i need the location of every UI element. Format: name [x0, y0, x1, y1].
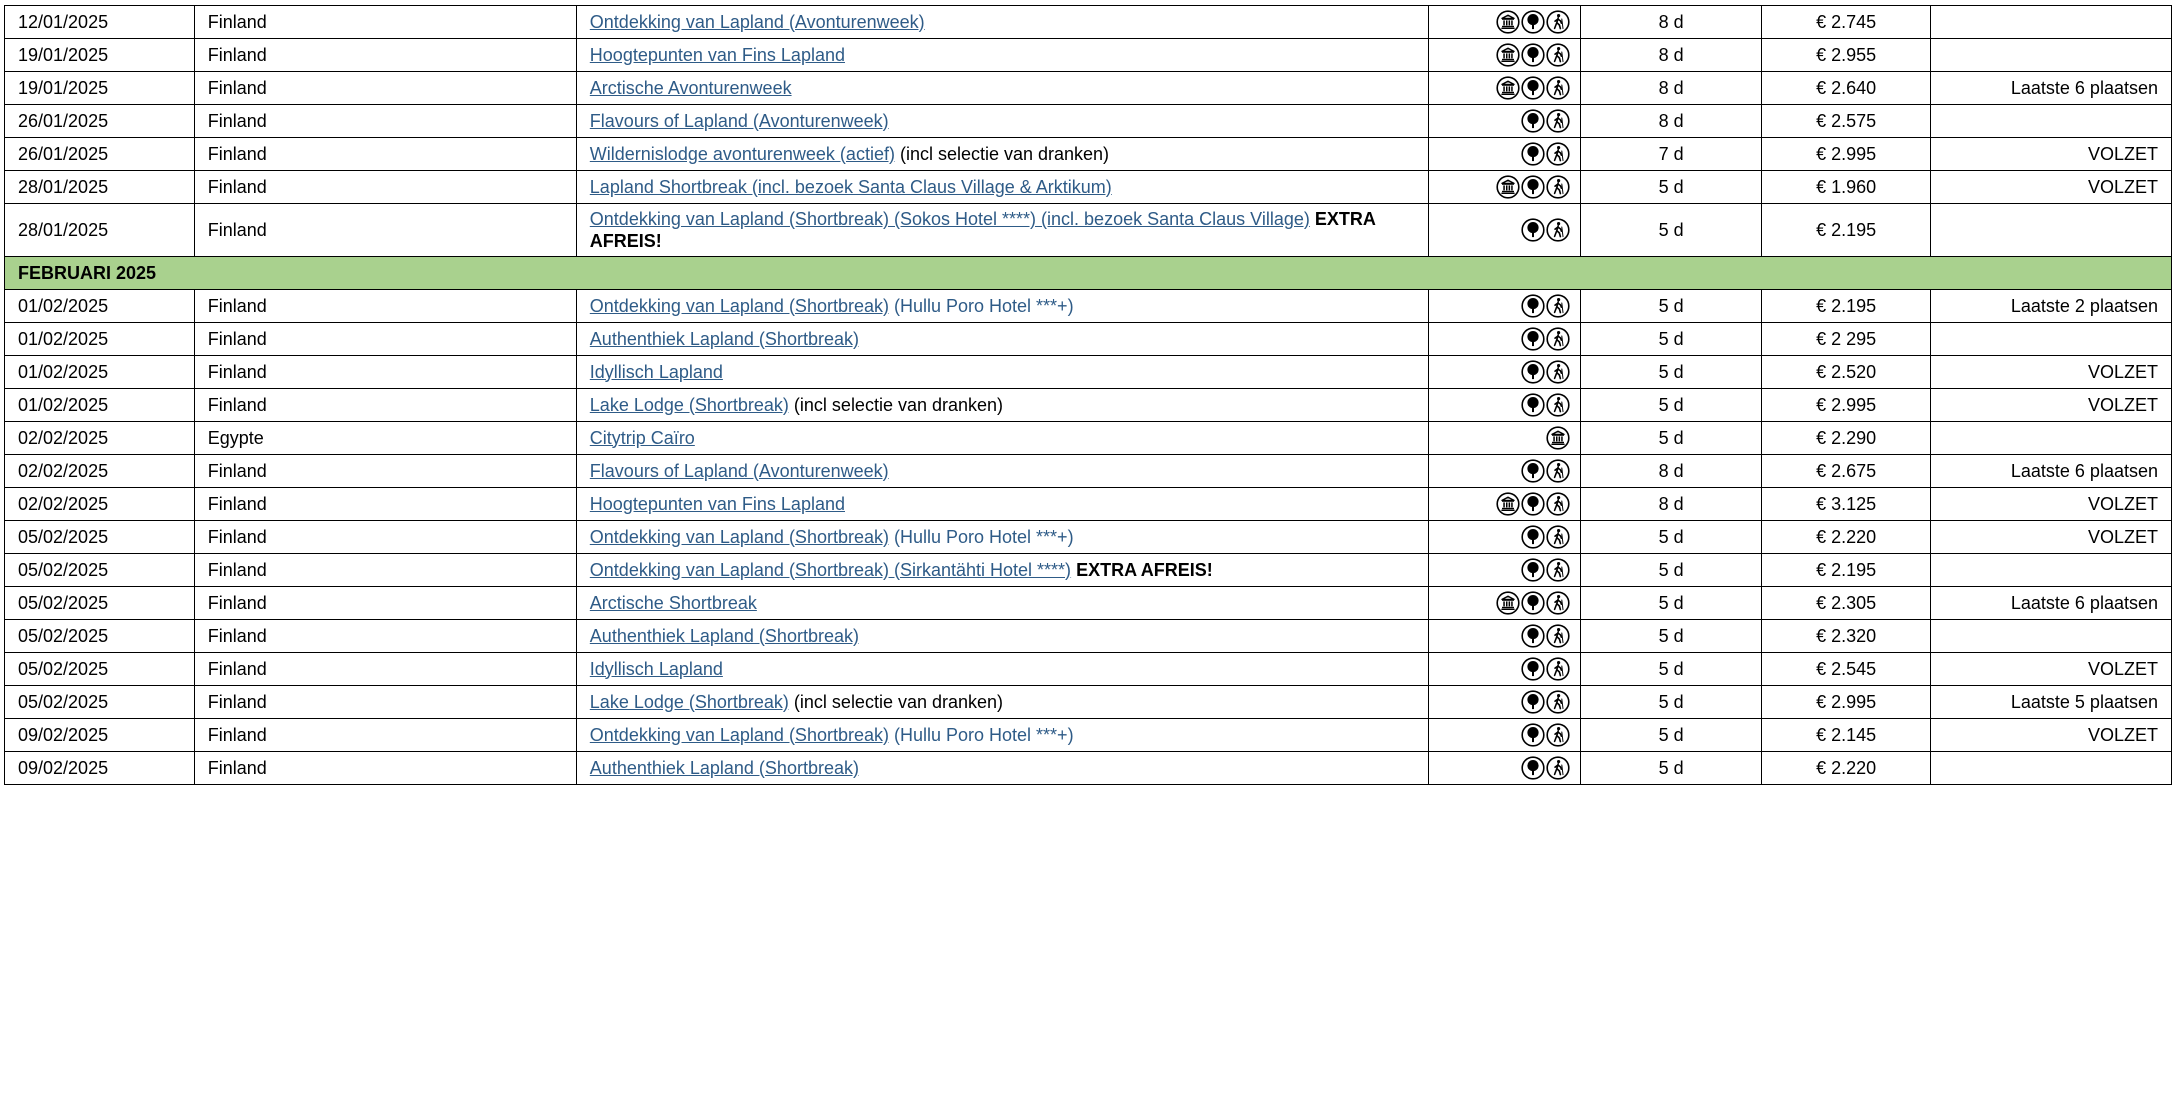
hiker-icon: [1546, 327, 1570, 351]
table-row: [5, 6, 2172, 39]
trip-link[interactable]: Citytrip Caïro: [589, 427, 695, 448]
tree-icon: [1521, 756, 1545, 780]
departure-date: 02/02/2025: [5, 488, 195, 521]
duration: 5 d: [1581, 171, 1761, 204]
country: Finland: [194, 587, 576, 620]
price: € 2.290: [1761, 422, 1931, 455]
trip-link[interactable]: Ontdekking van Lapland (Shortbreak): [589, 526, 889, 547]
availability-status: Laatste 6 plaatsen: [1931, 455, 2172, 488]
activity-icons: [1429, 389, 1581, 422]
price: € 2.745: [1761, 6, 1931, 39]
trip-link[interactable]: Ontdekking van Lapland (Shortbreak) (Sirkantähti Hotel ****): [589, 559, 1072, 580]
duration: 5 d: [1581, 587, 1761, 620]
country: Finland: [194, 204, 576, 257]
departure-date: 26/01/2025: [5, 105, 195, 138]
tree-icon: [1521, 76, 1545, 100]
trip-note: (Hullu Poro Hotel ***+): [888, 295, 1074, 316]
duration: 5 d: [1581, 521, 1761, 554]
hiker-icon: [1546, 723, 1570, 747]
trip-link[interactable]: Hoogtepunten van Fins Lapland: [589, 493, 845, 514]
trip-cell: [576, 488, 1428, 521]
hiker-icon: [1546, 624, 1570, 648]
price: € 2.145: [1761, 719, 1931, 752]
activity-icons: [1429, 554, 1581, 587]
trip-link[interactable]: Authenthiek Lapland (Shortbreak): [589, 757, 859, 778]
country: Finland: [194, 719, 576, 752]
price: € 2.220: [1761, 752, 1931, 785]
duration: 8 d: [1581, 72, 1761, 105]
february-rows: [5, 290, 2172, 785]
price: € 2.675: [1761, 455, 1931, 488]
table-row: [5, 554, 2172, 587]
price: € 2.520: [1761, 356, 1931, 389]
departure-date: 19/01/2025: [5, 39, 195, 72]
tree-icon: [1521, 43, 1545, 67]
trip-link[interactable]: Flavours of Lapland (Avonturenweek): [589, 460, 889, 481]
trip-link[interactable]: Lapland Shortbreak (incl. bezoek Santa Claus Village & Arktikum): [589, 176, 1112, 197]
availability-status: VOLZET: [1931, 171, 2172, 204]
availability-status: [1931, 752, 2172, 785]
hiker-icon: [1546, 558, 1570, 582]
country: Finland: [194, 171, 576, 204]
activity-icons: [1429, 686, 1581, 719]
table-row: [5, 39, 2172, 72]
trip-link[interactable]: Ontdekking van Lapland (Shortbreak) (Sokos Hotel ****) (incl. bezoek Santa Claus Village): [589, 209, 1310, 229]
hiker-icon: [1546, 43, 1570, 67]
activity-icons: [1429, 6, 1581, 39]
hiker-icon: [1546, 690, 1570, 714]
duration: 5 d: [1581, 204, 1761, 257]
museum-icon: [1496, 492, 1520, 516]
departure-date: 01/02/2025: [5, 290, 195, 323]
departure-date: 09/02/2025: [5, 719, 195, 752]
activity-icons: [1429, 488, 1581, 521]
table-row: [5, 719, 2172, 752]
activity-icons: [1429, 422, 1581, 455]
activity-icons: [1429, 171, 1581, 204]
table-row: [5, 389, 2172, 422]
tree-icon: [1521, 175, 1545, 199]
trip-note: EXTRA AFREIS!: [589, 209, 1376, 251]
country: Finland: [194, 138, 576, 171]
availability-status: [1931, 323, 2172, 356]
trip-cell: [576, 6, 1428, 39]
tree-icon: [1521, 218, 1545, 242]
trip-cell: [576, 138, 1428, 171]
trip-cell: [576, 204, 1428, 257]
departure-date: 05/02/2025: [5, 521, 195, 554]
duration: 8 d: [1581, 39, 1761, 72]
departure-date: 05/02/2025: [5, 686, 195, 719]
country: Finland: [194, 521, 576, 554]
trip-link[interactable]: Idyllisch Lapland: [589, 658, 723, 679]
departure-date: 09/02/2025: [5, 752, 195, 785]
tree-icon: [1521, 10, 1545, 34]
trip-cell: [576, 620, 1428, 653]
duration: 8 d: [1581, 455, 1761, 488]
tree-icon: [1521, 109, 1545, 133]
price: € 2.195: [1761, 204, 1931, 257]
trip-cell: [576, 72, 1428, 105]
availability-status: VOLZET: [1931, 521, 2172, 554]
trip-note: (Hullu Poro Hotel ***+): [888, 724, 1074, 745]
activity-icons: [1429, 290, 1581, 323]
table-row: [5, 521, 2172, 554]
activity-icons: [1429, 587, 1581, 620]
trip-cell: [576, 554, 1428, 587]
hiker-icon: [1546, 525, 1570, 549]
tree-icon: [1521, 459, 1545, 483]
country: Finland: [194, 620, 576, 653]
country: Finland: [194, 653, 576, 686]
tree-icon: [1521, 591, 1545, 615]
duration: 8 d: [1581, 105, 1761, 138]
country: Finland: [194, 6, 576, 39]
duration: 8 d: [1581, 6, 1761, 39]
trip-cell: [576, 356, 1428, 389]
activity-icons: [1429, 521, 1581, 554]
availability-status: [1931, 204, 2172, 257]
activity-icons: [1429, 620, 1581, 653]
trip-note: (Hullu Poro Hotel ***+): [888, 526, 1074, 547]
activity-icons: [1429, 323, 1581, 356]
hiker-icon: [1546, 459, 1570, 483]
hiker-icon: [1546, 393, 1570, 417]
country: Finland: [194, 356, 576, 389]
trip-link[interactable]: Idyllisch Lapland: [589, 361, 723, 382]
table-row: [5, 290, 2172, 323]
price: € 1.960: [1761, 171, 1931, 204]
trip-note: (incl selectie van dranken): [894, 143, 1110, 164]
duration: 5 d: [1581, 620, 1761, 653]
trip-cell: [576, 686, 1428, 719]
availability-status: [1931, 39, 2172, 72]
activity-icons: [1429, 653, 1581, 686]
tree-icon: [1521, 360, 1545, 384]
hiker-icon: [1546, 492, 1570, 516]
departures-table: [4, 5, 2172, 785]
tree-icon: [1521, 657, 1545, 681]
table-row: [5, 204, 2172, 257]
tree-icon: [1521, 558, 1545, 582]
duration: 5 d: [1581, 422, 1761, 455]
country: Finland: [194, 488, 576, 521]
museum-icon: [1496, 43, 1520, 67]
trip-cell: [576, 389, 1428, 422]
activity-icons: [1429, 105, 1581, 138]
departure-date: 01/02/2025: [5, 389, 195, 422]
trip-link[interactable]: Arctische Shortbreak: [589, 592, 757, 613]
table-row: [5, 455, 2172, 488]
activity-icons: [1429, 204, 1581, 257]
duration: 5 d: [1581, 290, 1761, 323]
tree-icon: [1521, 294, 1545, 318]
trip-link[interactable]: Authenthiek Lapland (Shortbreak): [589, 625, 859, 646]
tree-icon: [1521, 327, 1545, 351]
table-row: [5, 105, 2172, 138]
table-row: [5, 72, 2172, 105]
trip-link[interactable]: Lake Lodge (Shortbreak): [589, 394, 789, 415]
table-row: [5, 171, 2172, 204]
tree-icon: [1521, 393, 1545, 417]
tree-icon: [1521, 723, 1545, 747]
trip-link[interactable]: Wildernislodge avonturenweek (actief): [589, 143, 895, 164]
trip-link[interactable]: Ontdekking van Lapland (Shortbreak): [589, 295, 889, 316]
price: € 2.995: [1761, 138, 1931, 171]
table-row: [5, 138, 2172, 171]
museum-icon: [1496, 591, 1520, 615]
trip-cell: [576, 752, 1428, 785]
trip-link[interactable]: Arctische Avonturenweek: [589, 77, 792, 98]
price: € 2.995: [1761, 389, 1931, 422]
availability-status: VOLZET: [1931, 719, 2172, 752]
price: € 2.305: [1761, 587, 1931, 620]
availability-status: [1931, 105, 2172, 138]
trip-link[interactable]: Lake Lodge (Shortbreak): [589, 691, 789, 712]
duration: 5 d: [1581, 323, 1761, 356]
trip-cell: [576, 719, 1428, 752]
activity-icons: [1429, 72, 1581, 105]
trip-cell: [576, 422, 1428, 455]
price: € 2.575: [1761, 105, 1931, 138]
hiker-icon: [1546, 756, 1570, 780]
hiker-icon: [1546, 360, 1570, 384]
trip-cell: [576, 105, 1428, 138]
trip-note: (incl selectie van dranken): [788, 394, 1004, 415]
trip-cell: [576, 39, 1428, 72]
price: € 2.640: [1761, 72, 1931, 105]
duration: 5 d: [1581, 719, 1761, 752]
country: Finland: [194, 323, 576, 356]
availability-status: [1931, 6, 2172, 39]
country: Finland: [194, 105, 576, 138]
departure-date: 02/02/2025: [5, 455, 195, 488]
trip-link[interactable]: Ontdekking van Lapland (Shortbreak): [589, 724, 889, 745]
country: Finland: [194, 554, 576, 587]
country: Finland: [194, 39, 576, 72]
month-header-row: [5, 257, 2172, 290]
country: Finland: [194, 389, 576, 422]
tree-icon: [1521, 142, 1545, 166]
country: Egypte: [194, 422, 576, 455]
table-row: [5, 620, 2172, 653]
departure-date: 05/02/2025: [5, 587, 195, 620]
price: € 2.220: [1761, 521, 1931, 554]
availability-status: Laatste 2 plaatsen: [1931, 290, 2172, 323]
country: Finland: [194, 290, 576, 323]
duration: 7 d: [1581, 138, 1761, 171]
hiker-icon: [1546, 294, 1570, 318]
museum-icon: [1546, 426, 1570, 450]
availability-status: [1931, 554, 2172, 587]
availability-status: [1931, 422, 2172, 455]
departure-date: 28/01/2025: [5, 171, 195, 204]
duration: 5 d: [1581, 554, 1761, 587]
tree-icon: [1521, 624, 1545, 648]
table-row: [5, 422, 2172, 455]
trip-cell: [576, 587, 1428, 620]
duration: 5 d: [1581, 752, 1761, 785]
activity-icons: [1429, 39, 1581, 72]
table-row: [5, 653, 2172, 686]
museum-icon: [1496, 76, 1520, 100]
availability-status: Laatste 5 plaatsen: [1931, 686, 2172, 719]
table-row: [5, 323, 2172, 356]
trip-cell: [576, 323, 1428, 356]
tree-icon: [1521, 690, 1545, 714]
departure-date: 02/02/2025: [5, 422, 195, 455]
trip-cell: [576, 171, 1428, 204]
departure-date: 01/02/2025: [5, 323, 195, 356]
activity-icons: [1429, 752, 1581, 785]
departure-date: 28/01/2025: [5, 204, 195, 257]
country: Finland: [194, 686, 576, 719]
trip-cell: [576, 653, 1428, 686]
hiker-icon: [1546, 109, 1570, 133]
price: € 2.995: [1761, 686, 1931, 719]
departure-date: 01/02/2025: [5, 356, 195, 389]
country: Finland: [194, 752, 576, 785]
trip-link[interactable]: Authenthiek Lapland (Shortbreak): [589, 328, 859, 349]
month-section: [5, 257, 2172, 290]
hiker-icon: [1546, 142, 1570, 166]
duration: 5 d: [1581, 356, 1761, 389]
hiker-icon: [1546, 218, 1570, 242]
country: Finland: [194, 455, 576, 488]
price: € 2.195: [1761, 554, 1931, 587]
duration: 5 d: [1581, 653, 1761, 686]
duration: 5 d: [1581, 686, 1761, 719]
departure-date: 05/02/2025: [5, 620, 195, 653]
departure-date: 26/01/2025: [5, 138, 195, 171]
availability-status: Laatste 6 plaatsen: [1931, 587, 2172, 620]
duration: 8 d: [1581, 488, 1761, 521]
availability-status: VOLZET: [1931, 356, 2172, 389]
price: € 2.320: [1761, 620, 1931, 653]
table-row: [5, 752, 2172, 785]
availability-status: VOLZET: [1931, 138, 2172, 171]
trip-note: (incl selectie van dranken): [788, 691, 1004, 712]
price: € 3.125: [1761, 488, 1931, 521]
departure-date: 19/01/2025: [5, 72, 195, 105]
availability-status: VOLZET: [1931, 653, 2172, 686]
departure-date: 05/02/2025: [5, 653, 195, 686]
duration: 5 d: [1581, 389, 1761, 422]
trip-cell: [576, 290, 1428, 323]
month-header: FEBRUARI 2025: [5, 257, 2172, 290]
hiker-icon: [1546, 657, 1570, 681]
activity-icons: [1429, 719, 1581, 752]
museum-icon: [1496, 175, 1520, 199]
price: € 2 295: [1761, 323, 1931, 356]
availability-status: VOLZET: [1931, 488, 2172, 521]
trip-link[interactable]: Flavours of Lapland (Avonturenweek): [589, 110, 889, 131]
trip-note: EXTRA AFREIS!: [1071, 559, 1213, 580]
country: Finland: [194, 72, 576, 105]
price: € 2.545: [1761, 653, 1931, 686]
table-row: [5, 488, 2172, 521]
table-row: [5, 686, 2172, 719]
price: € 2.195: [1761, 290, 1931, 323]
tree-icon: [1521, 525, 1545, 549]
availability-status: [1931, 620, 2172, 653]
table-row: [5, 587, 2172, 620]
january-rows: [5, 6, 2172, 257]
availability-status: VOLZET: [1931, 389, 2172, 422]
departure-date: 12/01/2025: [5, 6, 195, 39]
price: € 2.955: [1761, 39, 1931, 72]
hiker-icon: [1546, 591, 1570, 615]
activity-icons: [1429, 455, 1581, 488]
trip-cell: [576, 521, 1428, 554]
activity-icons: [1429, 356, 1581, 389]
tree-icon: [1521, 492, 1545, 516]
departure-date: 05/02/2025: [5, 554, 195, 587]
table-row: [5, 356, 2172, 389]
activity-icons: [1429, 138, 1581, 171]
availability-status: Laatste 6 plaatsen: [1931, 72, 2172, 105]
hiker-icon: [1546, 76, 1570, 100]
hiker-icon: [1546, 10, 1570, 34]
hiker-icon: [1546, 175, 1570, 199]
trip-link[interactable]: Ontdekking van Lapland (Avonturenweek): [589, 11, 925, 32]
trip-link[interactable]: Hoogtepunten van Fins Lapland: [589, 44, 845, 65]
museum-icon: [1496, 10, 1520, 34]
trip-cell: [576, 455, 1428, 488]
